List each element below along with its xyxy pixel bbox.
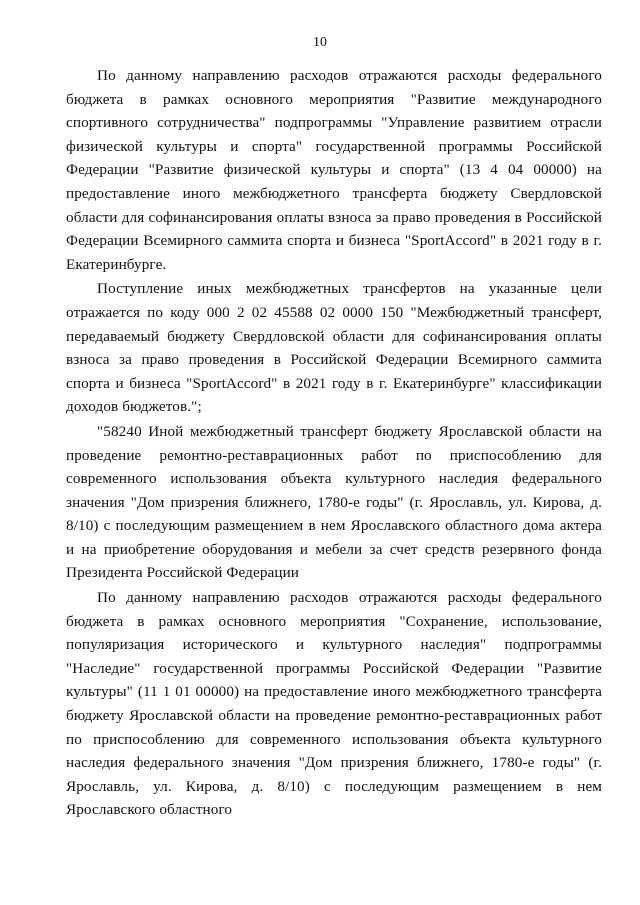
paragraph-federal-budget-sportaccord: По данному направлению расходов отражаются расходы федерального бюджета в рамках основного мероприятия "Развитие международного спортивного сотрудничества" подпрограммы "Управление развитием отрасли физической культуры и спорта" государственной программы Российской Федерации "Развитие физической культуры и спорта" (13 4 04 00000) на предоставление иного межбюджетного трансферта бюджету Свердловской области для софинансирования оплаты взноса за право проведения в Российской Федерации Всемирного саммита спорта и бизнеса "SportAccord" в 2021 году в г. Екатеринбурге. — [66, 67, 602, 273]
page-number: 10 — [313, 35, 327, 50]
paragraph-federal-budget-heritage: По данному направлению расходов отражаются расходы федерального бюджета в рамках основного мероприятия "Сохранение, использование, популяризация исторического и культурного наследия" подпрограммы "Наследие" государственной программы Российской Федерации "Развитие культуры" (11 1 01 00000) на предоставление иного межбюджетного трансферта бюджету Ярославской области на проведение ремонтно-реставрационных работ по приспособлению для современного использования объекта культурного наследия федерального значения "Дом призрения ближнего, 1780-е годы" (г. Ярославль, ул. Кирова, д. 8/10) с последующим размещением в нем Ярославского областного — [66, 589, 602, 819]
document-body — [66, 64, 602, 822]
paragraph-transfer-58240: "58240 Иной межбюджетный трансферт бюджету Ярославской области на проведение ремонтно-реставрационных работ по приспособлению для современного использования объекта культурного наследия федерального значения "Дом призрения ближнего, 1780-е годы" (г. Ярославль, ул. Кирова, д. 8/10) с последующим размещением в нем Ярославского областного дома актера и на приобретение оборудования и мебели за счет средств резервного фонда Президента Российской Федерации — [66, 422, 602, 582]
paragraph-income-code: Поступление иных межбюджетных трансфертов на указанные цели отражается по коду 000 2 02 45588 02 0000 150 "Межбюджетный трансферт, передаваемый бюджету Свердловской области для софинансирования оплаты взноса за право проведения в Российской Федерации Всемирного саммита спорта и бизнеса "SportAccord" в 2021 году в г. Екатеринбурге" классификации доходов бюджетов."; — [66, 280, 602, 416]
